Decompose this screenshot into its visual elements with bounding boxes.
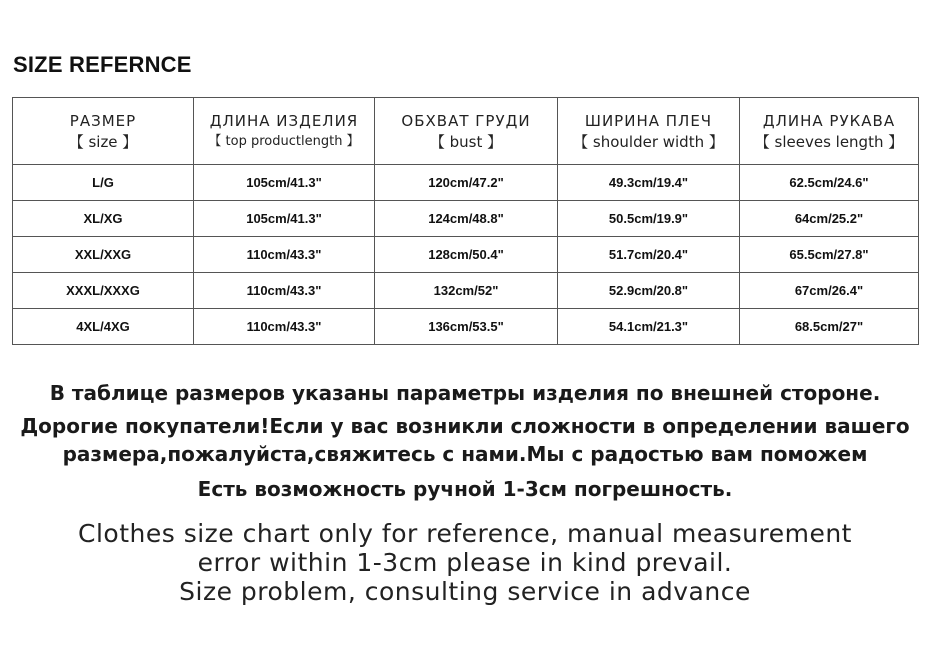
- header-label-ru: ШИРИНА ПЛЕЧ: [584, 112, 713, 130]
- table-row: [13, 165, 919, 201]
- cell-length: 110cm/43.3": [194, 309, 375, 345]
- ru-note-line: В таблице размеров указаны параметры изделия по внешней стороне.: [49, 381, 881, 405]
- header-label-ru: ОБХВАТ ГРУДИ: [401, 112, 531, 130]
- cell-shoulder: 51.7cm/20.4": [558, 237, 740, 273]
- size-chart-table: [12, 97, 919, 345]
- header-label-en: 【 shoulder width 】: [573, 133, 724, 151]
- header-shoulder: [558, 98, 740, 165]
- header-label-en: 【 size 】: [68, 133, 138, 151]
- cell-shoulder: 50.5cm/19.9": [558, 201, 740, 237]
- header-label-ru: ДЛИНА РУКАВА: [762, 112, 896, 130]
- cell-size: L/G: [13, 165, 194, 201]
- cell-sleeves: 65.5cm/27.8": [740, 237, 919, 273]
- cell-bust: 120cm/47.2": [375, 165, 558, 201]
- table-row: [13, 273, 919, 309]
- cell-length: 110cm/43.3": [194, 273, 375, 309]
- en-note-line: Clothes size chart only for reference, manual measurement: [78, 519, 852, 548]
- cell-size: XXL/XXG: [13, 237, 194, 273]
- cell-shoulder: 52.9cm/20.8": [558, 273, 740, 309]
- cell-bust: 128cm/50.4": [375, 237, 558, 273]
- cell-length: 105cm/41.3": [194, 201, 375, 237]
- header-label-en: 【 top productlength 】: [208, 134, 360, 149]
- cell-sleeves: 67cm/26.4": [740, 273, 919, 309]
- en-note-line: Size problem, consulting service in advance: [179, 577, 751, 606]
- header-label-en: 【 bust 】: [429, 133, 503, 151]
- header-label-ru: РАЗМЕР: [69, 112, 137, 130]
- header-sleeves: [740, 98, 919, 165]
- cell-length: 110cm/43.3": [194, 237, 375, 273]
- cell-shoulder: 54.1cm/21.3": [558, 309, 740, 345]
- cell-size: XL/XG: [13, 201, 194, 237]
- ru-note-line: Дорогие покупатели!Если у вас возникли сложности в определении вашего: [20, 414, 910, 438]
- en-note-line: error within 1-3cm please in kind prevail.: [197, 548, 733, 577]
- header-size: [13, 98, 194, 165]
- header-length: [194, 98, 375, 165]
- table-header-row: [13, 98, 919, 165]
- cell-bust: 136cm/53.5": [375, 309, 558, 345]
- ru-note-line: Есть возможность ручной 1-3см погрешность.: [197, 477, 733, 501]
- cell-bust: 124cm/48.8": [375, 201, 558, 237]
- cell-size: 4XL/4XG: [13, 309, 194, 345]
- header-bust: [375, 98, 558, 165]
- page-title: SIZE REFERNCE: [13, 52, 192, 77]
- cell-sleeves: 68.5cm/27": [740, 309, 919, 345]
- cell-sleeves: 62.5cm/24.6": [740, 165, 919, 201]
- ru-note-line: размера,пожалуйста,свяжитесь с нами.Мы с радостью вам поможем: [62, 442, 868, 466]
- cell-sleeves: 64cm/25.2": [740, 201, 919, 237]
- cell-shoulder: 49.3cm/19.4": [558, 165, 740, 201]
- table-row: [13, 309, 919, 345]
- cell-size: XXXL/XXXG: [13, 273, 194, 309]
- cell-bust: 132cm/52": [375, 273, 558, 309]
- header-label-ru: ДЛИНА ИЗДЕЛИЯ: [209, 112, 359, 130]
- cell-length: 105cm/41.3": [194, 165, 375, 201]
- header-label-en: 【 sleeves length 】: [754, 133, 904, 151]
- table-row: [13, 201, 919, 237]
- table-row: [13, 237, 919, 273]
